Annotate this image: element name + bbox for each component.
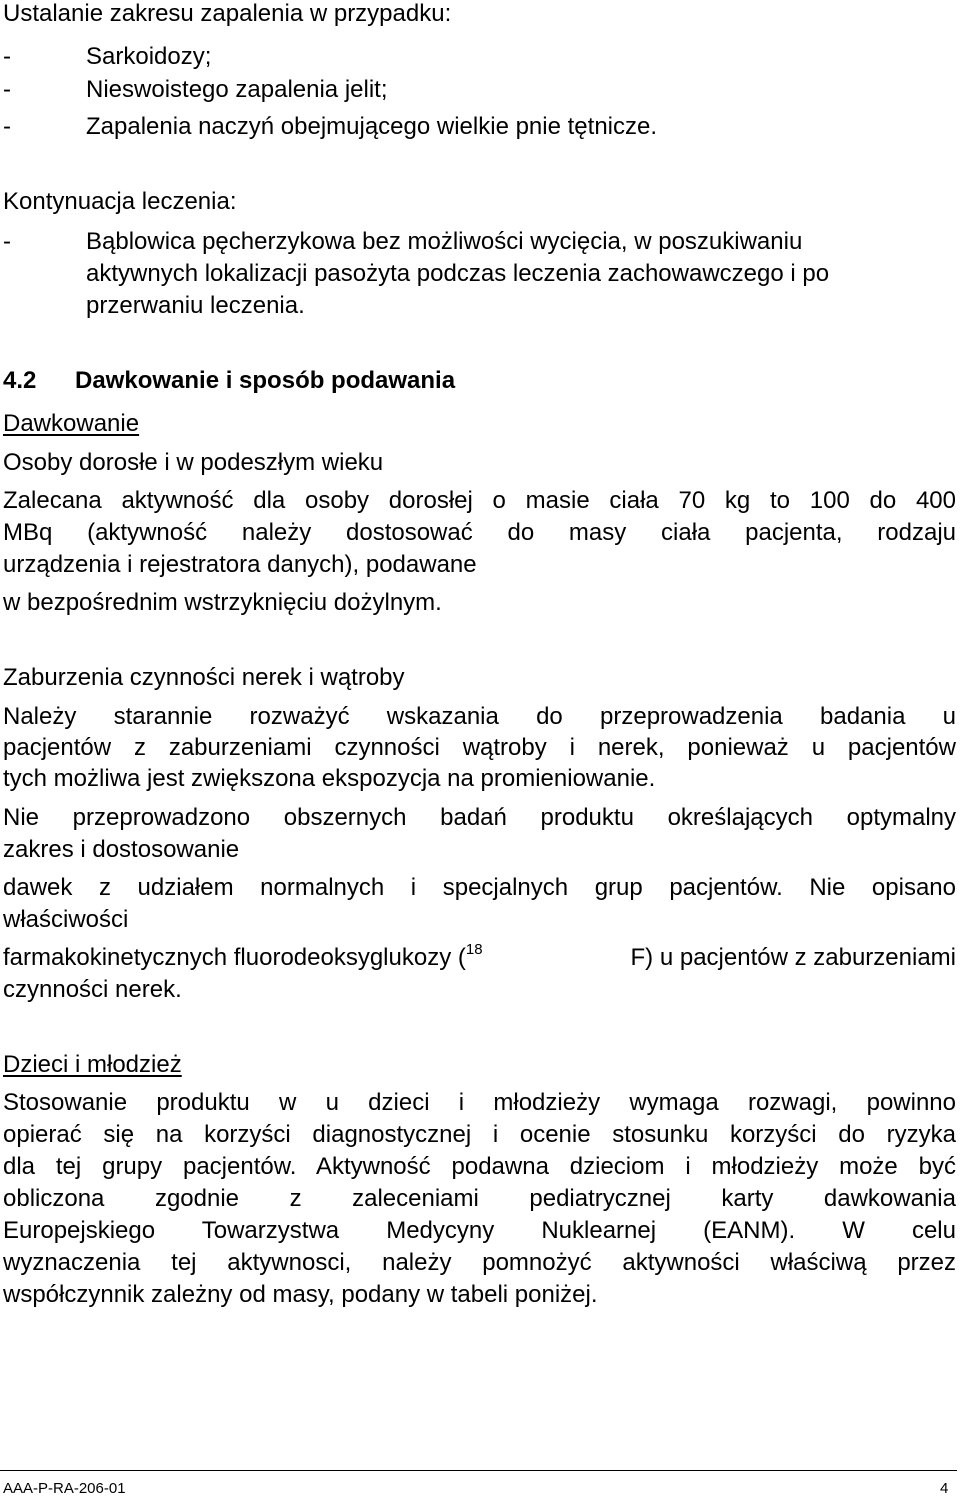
paragraph-line: tych możliwa jest zwiększona ekspozycja na promieniowanie. xyxy=(3,765,656,792)
paragraph-line: obliczona zgodnie z zaleceniami pediatrycznej karty dawkowania xyxy=(3,1185,956,1212)
footer-divider xyxy=(0,1470,957,1471)
list-item: Sarkoidozy; xyxy=(86,43,212,70)
paragraph-line: wyznaczenia tej aktywnosci, należy pomnożyć aktywności właściwą przez xyxy=(3,1249,956,1276)
paragraph-line: zakres i dostosowanie xyxy=(3,836,240,863)
paragraph-line: dawek z udziałem normalnych i specjalnych grup pacjentów. Nie opisano xyxy=(3,874,956,901)
dash-bullet: - xyxy=(3,76,11,103)
list-item-line: aktywnych lokalizacji pasożyta podczas leczenia zachowawczego i po xyxy=(86,260,830,287)
section-title: Dawkowanie i sposób podawania xyxy=(75,367,456,394)
subheading-dosage: Dawkowanie xyxy=(3,410,140,437)
paragraph-line: Zalecana aktywność dla osoby dorosłej o masie ciała 70 kg to 100 do 400 xyxy=(3,487,956,514)
paragraph-line: MBq (aktywność należy dostosować do masy ciała pacjenta, rodzaju xyxy=(3,519,956,546)
paragraph-line: Należy starannie rozważyć wskazania do przeprowadzenia badania u xyxy=(3,703,956,730)
dash-bullet: - xyxy=(3,228,11,255)
subheading-renal-hepatic: Zaburzenia czynności nerek i wątroby xyxy=(3,664,405,691)
dash-bullet: - xyxy=(3,43,11,70)
page-number: 4 xyxy=(940,1480,949,1497)
paragraph-line: opierać się na korzyści diagnostycznej i ocenie stosunku korzyści do ryzyka xyxy=(3,1121,956,1148)
list-item: Zapalenia naczyń obejmującego wielkie pnie tętnicze. xyxy=(86,113,658,140)
list-item-line: przerwaniu leczenia. xyxy=(86,292,305,319)
subheading-children: Dzieci i młodzież xyxy=(3,1051,182,1078)
isotope-superscript: 18 xyxy=(465,941,483,958)
paragraph-line: pacjentów z zaburzeniami czynności wątroby i nerek, ponieważ u pacjentów xyxy=(3,734,956,761)
paragraph-line: Europejskiego Towarzystwa Medycyny Nuklearnej (EANM). W celu xyxy=(3,1217,956,1244)
paragraph-line: właściwości xyxy=(3,906,129,933)
section-heading-inflammation: Ustalanie zakresu zapalenia w przypadku: xyxy=(3,0,452,27)
text-fragment: F) u pacjentów z zaburzeniami xyxy=(630,944,956,971)
subheading-adults: Osoby dorosłe i w podeszłym wieku xyxy=(3,449,384,476)
section-heading-continuation: Kontynuacja leczenia: xyxy=(3,188,237,215)
paragraph-line: urządzenia i rejestratora danych), podawane xyxy=(3,551,477,578)
paragraph-line: w bezpośrednim wstrzyknięciu dożylnym. xyxy=(3,589,442,616)
text-fragment: farmakokinetycznych fluorodeoksyglukozy ( xyxy=(3,944,466,971)
section-number: 4.2 xyxy=(3,367,37,394)
paragraph-line-with-superscript xyxy=(3,941,956,972)
dash-bullet: - xyxy=(3,113,11,140)
document-code: AAA-P-RA-206-01 xyxy=(3,1480,126,1497)
paragraph-line: dla tej grupy pacjentów. Aktywność podawna dzieciom i młodzieży może być xyxy=(3,1153,956,1180)
paragraph-line: współczynnik zależny od masy, podany w tabeli poniżej. xyxy=(3,1281,598,1308)
paragraph-line: Nie przeprowadzono obszernych badań produktu określających optymalny xyxy=(3,804,956,831)
list-item: Nieswoistego zapalenia jelit; xyxy=(86,76,388,103)
list-item-line: Bąblowica pęcherzykowa bez możliwości wycięcia, w poszukiwaniu xyxy=(86,228,803,255)
paragraph-line: czynności nerek. xyxy=(3,976,182,1003)
paragraph-line: Stosowanie produktu w u dzieci i młodzieży wymaga rozwagi, powinno xyxy=(3,1089,956,1116)
